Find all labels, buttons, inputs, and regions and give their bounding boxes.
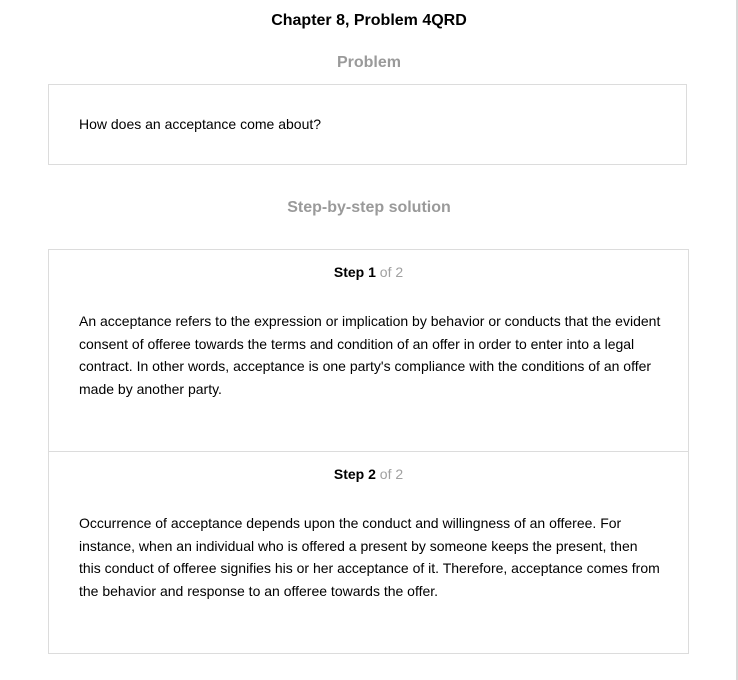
step-1-label [49,264,688,280]
step-word: Step [333,264,365,280]
step-number: 1 [368,264,376,280]
step-total: of 2 [379,466,404,482]
step-1-text: An acceptance refers to the expression or implication by behavior or conducts that the evident consent of offeree towards the terms and condition of an offer in order to enter into a legal contract. In other words, acceptance is one party's compliance with the conditions of an offer made by another party. [79,313,661,397]
step-2-label [49,466,688,482]
step-number: 2 [368,466,376,482]
page-title: Chapter 8, Problem 4QRD [271,12,467,29]
step-word: Step [333,466,365,482]
problem-heading: Problem [336,54,401,71]
step-2-text: Occurrence of acceptance depends upon the conduct and willingness of an offeree. For instance, when an individual who is offered a present by someone keeps the present, then this conduct of offeree signifies his or her acceptance of it. Therefore, acceptance comes from the behavior and response to an offeree towards the offer. [79,515,660,599]
step-2-section [49,451,688,653]
problem-text: How does an acceptance come about? [79,116,322,132]
solution-heading: Step-by-step solution [287,199,451,216]
solution-steps-card [48,249,689,654]
step-total: of 2 [379,264,404,280]
problem-card [48,84,687,165]
step-1-section [49,250,688,451]
